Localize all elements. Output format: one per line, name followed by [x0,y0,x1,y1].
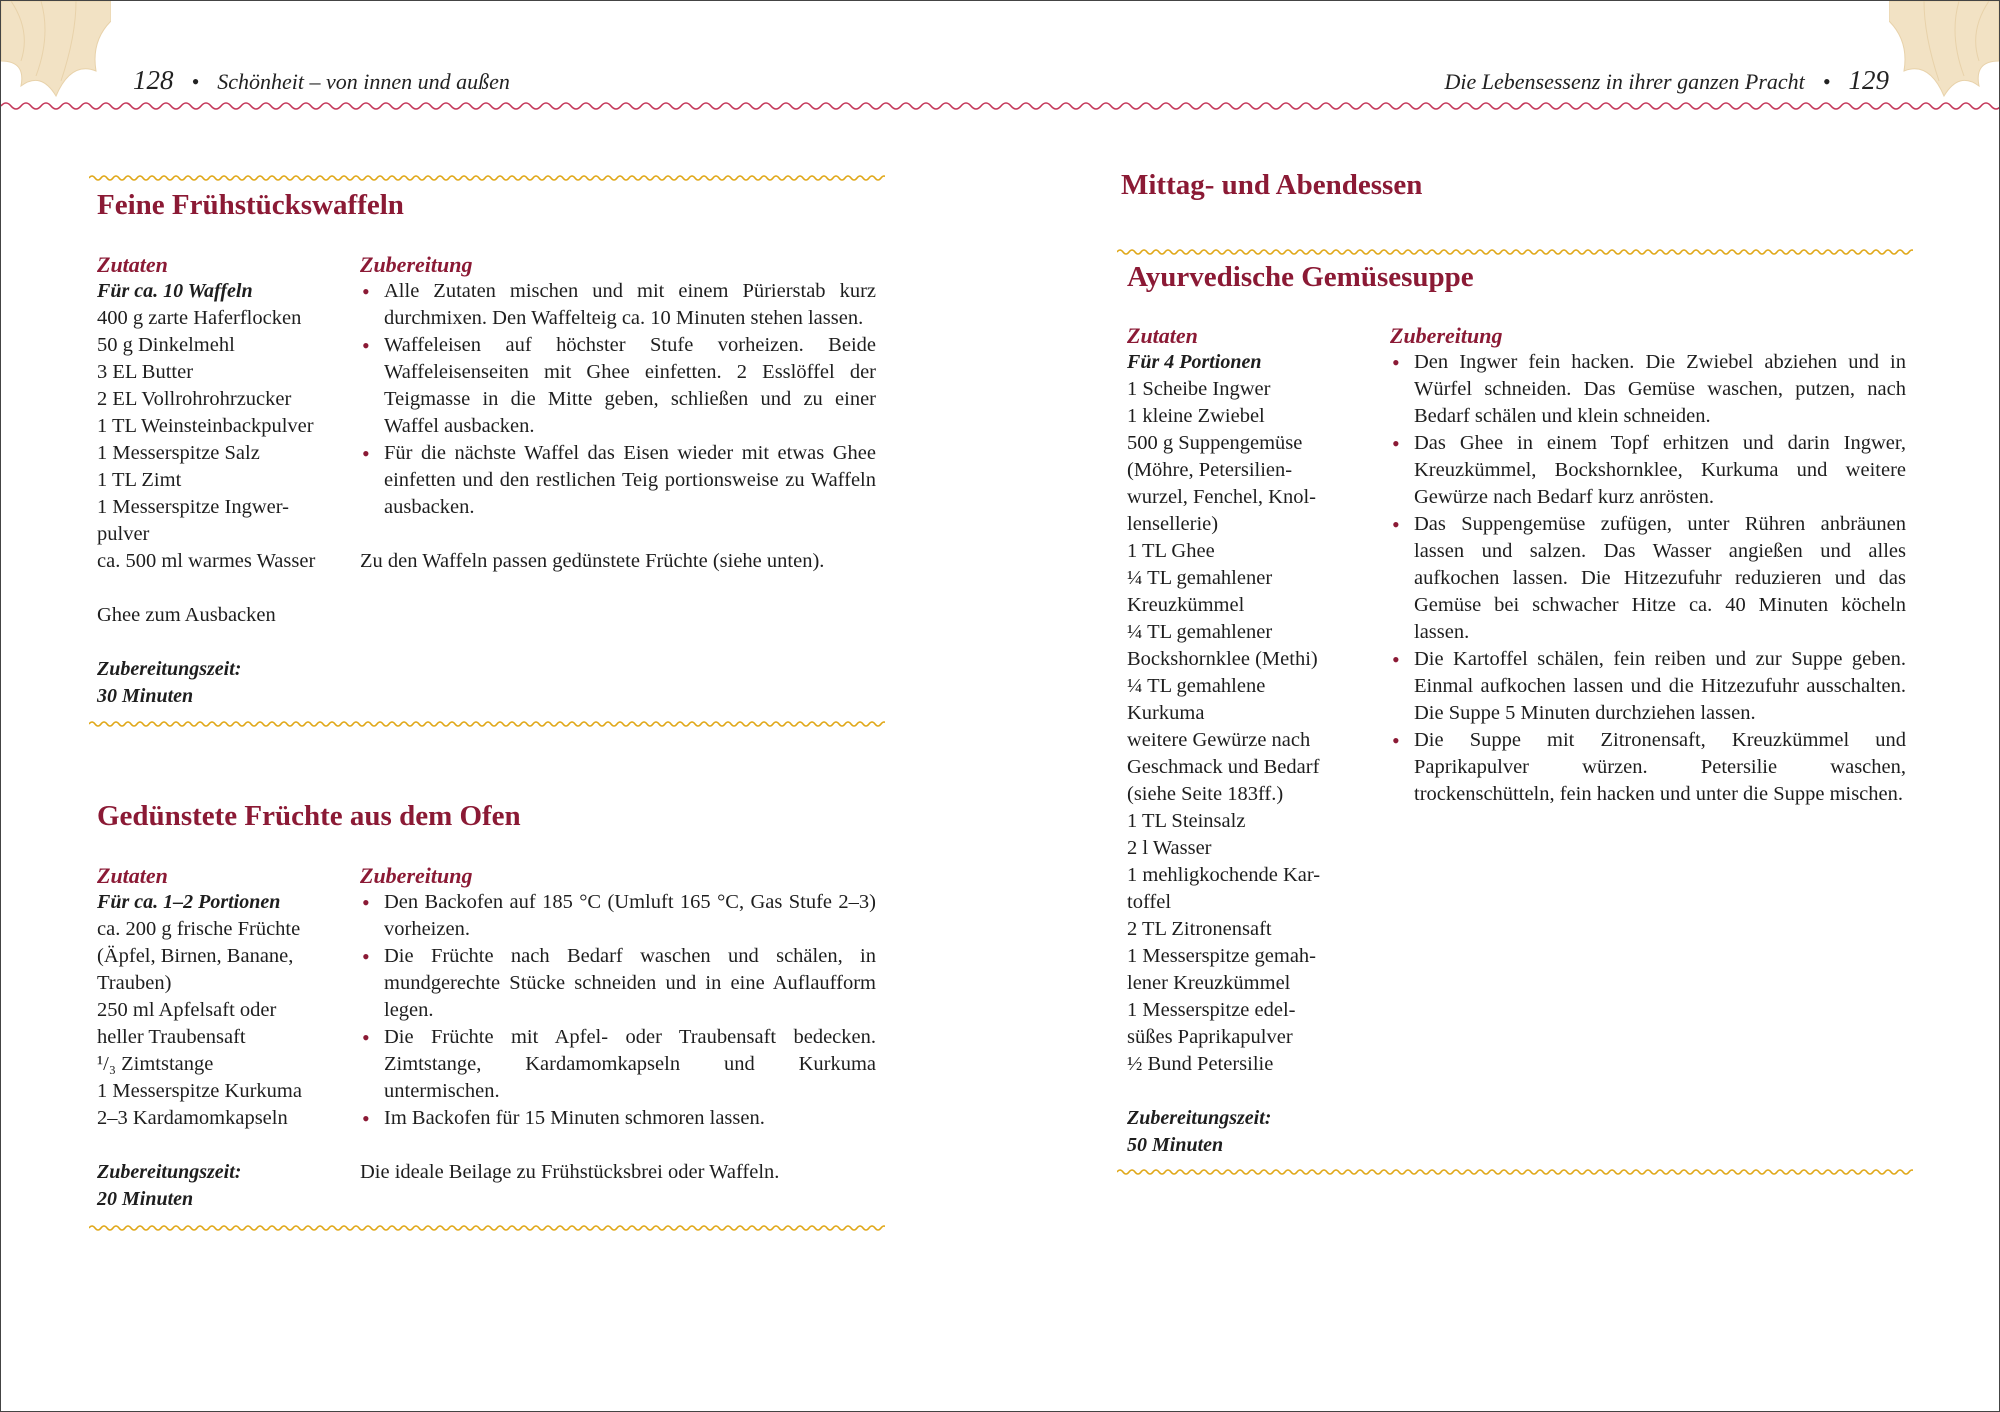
preparation-label: Zubereitung [360,863,473,888]
preparation-step: • Die Früchte mit Apfel- oder Traubensaft bedecken. Zimtstange, Kardamomkapseln und Kurkuma untermischen. [360,1024,876,1105]
preparation-steps [1390,349,1906,808]
left-running-title: Schönheit – von innen und außen [217,69,510,94]
preparation-steps [360,889,876,1132]
ingredient-line: 3 EL Butter [97,361,194,383]
ingredient-line: ¼ TL gemahlener [1127,621,1273,643]
servings-label: Für ca. 1–2 Portionen [97,891,281,913]
ingredient-line: 1 kleine Zwiebel [1127,405,1265,427]
preparation-step: • Den Ingwer fein hacken. Die Zwiebel abziehen und in Würfel schneiden. Das Gemüse waschen, putzen, nach Bedarf schälen und klein schneiden. [1390,349,1906,430]
ingredient-line: ¼ TL gemahlene [1127,675,1266,697]
servings-label: Für 4 Portionen [1127,351,1262,373]
ingredient-line: 1 Scheibe Ingwer [1127,378,1271,400]
ingredients-label: Zutaten [1127,323,1198,348]
ingredient-line: süßes Paprikapulver [1127,1026,1293,1048]
preparation-label: Zubereitung [1390,323,1503,348]
preparation-step: • Den Backofen auf 185 °C (Umluft 165 °C, Gas Stufe 2–3) vorheizen. [360,889,876,943]
ingredient-line: toffel [1127,891,1172,913]
running-head-bullet: • [191,69,200,94]
preparation-label: Zubereitung [360,252,473,277]
preparation-step: • Alle Zutaten mischen und mit einem Pürierstab kurz durchmixen. Den Waffelteig ca. 10 Minuten stehen lassen. [360,278,876,332]
ingredients-label: Zutaten [97,252,168,277]
ingredient-line: Kurkuma [1127,702,1205,724]
left-running-head [133,65,510,96]
gold-wave-divider [89,1223,885,1233]
ingredient-line: heller Traubensaft [97,1026,246,1048]
prep-time-value: 30 Minuten [97,685,194,707]
preparation-step: • Für die nächste Waffel das Eisen wieder mit etwas Ghee einfetten und den restlichen Teig portionsweise zu Waffeln ausbacken. [360,440,876,521]
recipe-title: Feine Frühstückswaffeln [97,189,404,221]
ingredient-line: 2 l Wasser [1127,837,1212,859]
ingredient-line: Kreuzkümmel [1127,594,1245,616]
ingredient-line: ¹/₃ Zimtstange [97,1053,214,1075]
ingredient-line: lensellerie) [1127,513,1219,535]
recipe-title: Ayurvedische Gemüsesuppe [1127,261,1474,293]
preparation-steps [360,278,876,521]
mandala-ornament-icon [1,1,111,111]
ingredients-column [1127,322,1372,1159]
ingredient-extra: Ghee zum Ausbacken [97,604,276,626]
header-wave-divider [1,99,2000,113]
ingredient-line: 1 TL Steinsalz [1127,810,1246,832]
preparation-step: • Die Kartoffel schälen, fein reiben und zur Suppe geben. Einmal aufkochen lassen und die Hitzezufuhr ausschalten. Die Suppe 5 Minuten durchziehen lassen. [1390,646,1906,727]
preparation-step: • Die Suppe mit Zitronensaft, Kreuzkümmel und Paprikapulver würzen. Petersilie waschen, trockenschütteln, fein hacken und unter die Suppe mischen. [1390,727,1906,808]
prep-time-label: Zubereitungszeit: [1127,1107,1272,1129]
prep-time-value: 20 Minuten [97,1188,194,1210]
ingredient-line: 1 Messerspitze Salz [97,442,260,464]
ingredient-line: (siehe Seite 183ff.) [1127,783,1284,805]
preparation-step: • Das Suppengemüse zufügen, unter Rühren anbräunen lassen und salzen. Das Wasser angießen und alles aufkochen lassen. Die Hitzezufuhr reduzieren und das Gemüse bei schwacher Hitze ca. 40 Minuten köcheln lassen. [1390,511,1906,646]
ingredient-line: ca. 200 g frische Früchte [97,918,301,940]
ingredient-line: pulver [97,523,150,545]
preparation-column [360,862,876,1186]
ingredient-line: 1 Messerspitze edel- [1127,999,1296,1021]
section-title: Mittag- und Abendessen [1121,169,1423,201]
ingredient-line: 1 TL Weinsteinbackpulver [97,415,314,437]
right-running-title: Die Lebensessenz in ihrer ganzen Pracht [1444,69,1805,94]
ingredient-line: ca. 500 ml warmes Wasser [97,550,316,572]
prep-time-label: Zubereitungszeit: [97,658,242,680]
ingredient-line: Trauben) [97,972,172,994]
ingredient-line: 1 Messerspitze gemah- [1127,945,1316,967]
ingredient-line: Bockshornklee (Methi) [1127,648,1318,670]
ingredient-line: weitere Gewürze nach [1127,729,1311,751]
ingredient-line: 1 mehligkochende Kar- [1127,864,1321,886]
mandala-ornament-icon [1889,1,1999,111]
preparation-column [360,251,876,575]
ingredient-line: 50 g Dinkelmehl [97,334,235,356]
gold-wave-divider [1117,247,1913,257]
gold-wave-divider [89,173,885,183]
right-running-head [1444,65,1889,96]
left-page-number: 128 [133,65,174,95]
running-head-bullet: • [1822,69,1831,94]
ingredient-line: ½ Bund Petersilie [1127,1053,1274,1075]
right-page-number: 129 [1848,65,1889,95]
ingredient-line: 2 TL Zitronensaft [1127,918,1272,940]
ingredient-line: 500 g Suppengemüse [1127,432,1303,454]
ingredient-line: 250 ml Apfelsaft oder [97,999,277,1021]
recipe-title: Gedünstete Früchte aus dem Ofen [97,800,521,832]
ingredient-line: wurzel, Fenchel, Knol- [1127,486,1316,508]
ingredient-line: lener Kreuzkümmel [1127,972,1291,994]
ingredients-label: Zutaten [97,863,168,888]
ingredient-line: 1 Messerspitze Ingwer- [97,496,289,518]
prep-time-value: 50 Minuten [1127,1134,1224,1156]
ingredient-line: 1 Messerspitze Kurkuma [97,1080,302,1102]
preparation-column [1390,322,1906,808]
ingredient-line: Geschmack und Bedarf [1127,756,1320,778]
recipe-note: Zu den Waffeln passen gedünstete Früchte (siehe unten). [360,550,825,572]
ingredients-column [97,862,342,1213]
preparation-step: • Das Ghee in einem Topf erhitzen und darin Ingwer, Kreuzkümmel, Bockshornklee, Kurkuma und weitere Gewürze nach Bedarf kurz anrösten. [1390,430,1906,511]
ingredient-line: 1 TL Zimt [97,469,182,491]
ingredient-line: (Möhre, Petersilien- [1127,459,1293,481]
recipe-note: Die ideale Beilage zu Frühstücksbrei oder Waffeln. [360,1161,780,1183]
gold-wave-divider [1117,1167,1913,1177]
prep-time-label: Zubereitungszeit: [97,1161,242,1183]
ingredient-line: 1 TL Ghee [1127,540,1215,562]
ingredient-line: 400 g zarte Haferflocken [97,307,302,329]
ingredients-column [97,251,342,710]
gold-wave-divider [89,719,885,729]
preparation-step: • Waffeleisen auf höchster Stufe vorheizen. Beide Waffeleisenseiten mit Ghee einfetten. 2 Esslöffel der Teigmasse in die Mitte geben, schließen und zu einer Waffel ausbacken. [360,332,876,440]
ingredient-line: (Äpfel, Birnen, Banane, [97,945,294,967]
servings-label: Für ca. 10 Waffeln [97,280,253,302]
preparation-step: • Im Backofen für 15 Minuten schmoren lassen. [360,1105,876,1132]
ingredient-line: 2 EL Vollrohrohrzucker [97,388,292,410]
ingredient-line: 2–3 Kardamomkapseln [97,1107,288,1129]
preparation-step: • Die Früchte nach Bedarf waschen und schälen, in mundgerechte Stücke schneiden und in eine Auflaufform legen. [360,943,876,1024]
ingredient-line: ¼ TL gemahlener [1127,567,1273,589]
